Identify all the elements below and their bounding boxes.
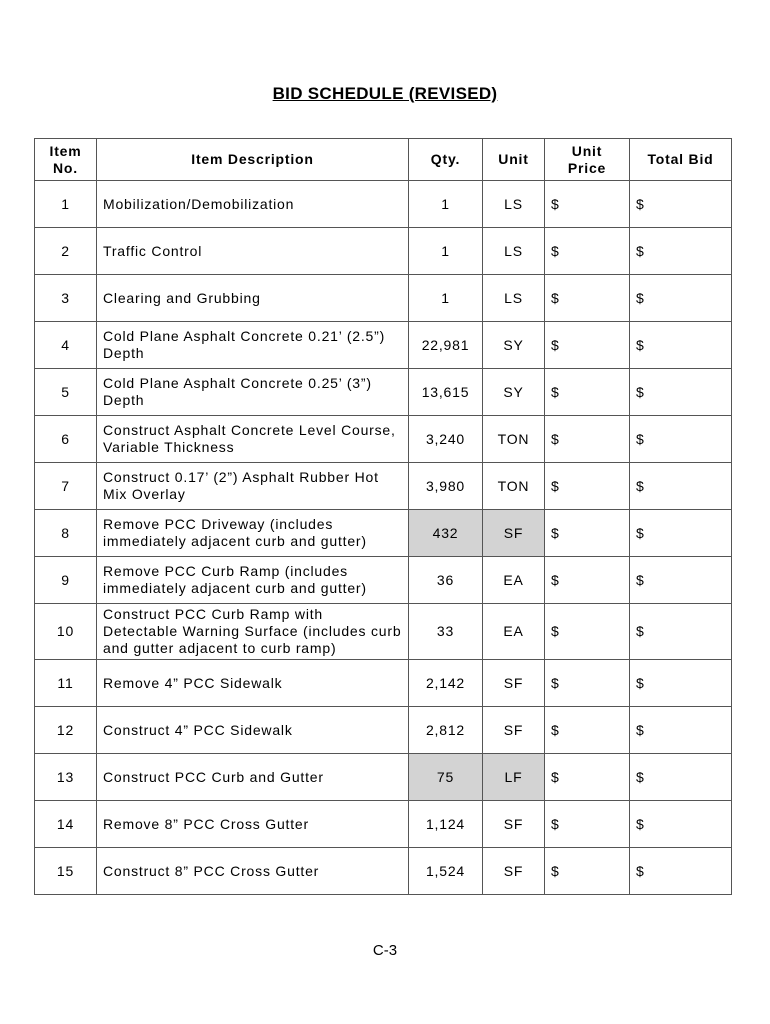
table-row — [35, 416, 732, 463]
unit-cell: EA — [483, 604, 545, 660]
item-no-cell: 14 — [35, 801, 97, 848]
total-bid-cell: $ — [630, 463, 732, 510]
item-no-cell: 4 — [35, 322, 97, 369]
qty-cell: 1 — [409, 181, 483, 228]
qty-cell: 3,980 — [409, 463, 483, 510]
header-qty: Qty. — [409, 139, 483, 181]
item-no-cell: 2 — [35, 228, 97, 275]
item-no-cell: 5 — [35, 369, 97, 416]
qty-cell: 432 — [409, 510, 483, 557]
table-row — [35, 181, 732, 228]
header-total-bid: Total Bid — [630, 139, 732, 181]
qty-cell: 3,240 — [409, 416, 483, 463]
unit-price-cell: $ — [545, 754, 630, 801]
item-no-cell: 7 — [35, 463, 97, 510]
item-no-cell: 1 — [35, 181, 97, 228]
qty-cell: 2,812 — [409, 707, 483, 754]
item-description-cell: Remove 4” PCC Sidewalk — [97, 660, 409, 707]
total-bid-cell: $ — [630, 275, 732, 322]
unit-price-cell: $ — [545, 707, 630, 754]
unit-price-cell: $ — [545, 416, 630, 463]
table-row — [35, 754, 732, 801]
unit-cell: SY — [483, 369, 545, 416]
unit-cell: SY — [483, 322, 545, 369]
item-description-cell: Cold Plane Asphalt Concrete 0.21’ (2.5”) Depth — [97, 322, 409, 369]
table-row — [35, 228, 732, 275]
qty-cell: 13,615 — [409, 369, 483, 416]
item-description-cell: Remove 8” PCC Cross Gutter — [97, 801, 409, 848]
table-row — [35, 322, 732, 369]
unit-price-cell: $ — [545, 275, 630, 322]
item-description-cell: Construct 8” PCC Cross Gutter — [97, 848, 409, 895]
bid-schedule-table — [34, 138, 732, 895]
unit-cell: SF — [483, 510, 545, 557]
unit-price-cell: $ — [545, 369, 630, 416]
table-row — [35, 848, 732, 895]
item-description-cell: Cold Plane Asphalt Concrete 0.25’ (3”) Depth — [97, 369, 409, 416]
table-row — [35, 801, 732, 848]
item-no-cell: 8 — [35, 510, 97, 557]
qty-cell: 1,124 — [409, 801, 483, 848]
item-description-cell: Mobilization/Demobilization — [97, 181, 409, 228]
page-number: C-3 — [372, 942, 398, 959]
total-bid-cell: $ — [630, 848, 732, 895]
table-row — [35, 557, 732, 604]
header-item-description: Item Description — [97, 139, 409, 181]
item-no-cell: 11 — [35, 660, 97, 707]
table-row — [35, 510, 732, 557]
unit-cell: LF — [483, 754, 545, 801]
unit-cell: TON — [483, 463, 545, 510]
item-description-cell: Remove PCC Curb Ramp (includes immediately adjacent curb and gutter) — [97, 557, 409, 604]
unit-price-cell: $ — [545, 557, 630, 604]
unit-cell: SF — [483, 660, 545, 707]
unit-price-cell: $ — [545, 228, 630, 275]
item-description-cell: Construct Asphalt Concrete Level Course, Variable Thickness — [97, 416, 409, 463]
item-no-cell: 10 — [35, 604, 97, 660]
unit-cell: LS — [483, 275, 545, 322]
table-row — [35, 604, 732, 660]
total-bid-cell: $ — [630, 604, 732, 660]
table-header-row — [35, 139, 732, 181]
total-bid-cell: $ — [630, 707, 732, 754]
header-unit: Unit — [483, 139, 545, 181]
item-no-cell: 6 — [35, 416, 97, 463]
item-description-cell: Construct 4” PCC Sidewalk — [97, 707, 409, 754]
header-unit-price: Unit Price — [545, 139, 630, 181]
unit-price-cell: $ — [545, 510, 630, 557]
item-description-cell: Construct PCC Curb Ramp with Detectable Warning Surface (includes curb and gutter adjacent to curb ramp) — [97, 604, 409, 660]
unit-price-cell: $ — [545, 322, 630, 369]
total-bid-cell: $ — [630, 181, 732, 228]
qty-cell: 33 — [409, 604, 483, 660]
unit-cell: SF — [483, 848, 545, 895]
total-bid-cell: $ — [630, 369, 732, 416]
total-bid-cell: $ — [630, 557, 732, 604]
unit-cell: TON — [483, 416, 545, 463]
unit-cell: SF — [483, 801, 545, 848]
item-no-cell: 13 — [35, 754, 97, 801]
item-no-cell: 9 — [35, 557, 97, 604]
qty-cell: 1 — [409, 228, 483, 275]
item-description-cell: Remove PCC Driveway (includes immediately adjacent curb and gutter) — [97, 510, 409, 557]
total-bid-cell: $ — [630, 510, 732, 557]
total-bid-cell: $ — [630, 228, 732, 275]
qty-cell: 2,142 — [409, 660, 483, 707]
total-bid-cell: $ — [630, 801, 732, 848]
unit-cell: EA — [483, 557, 545, 604]
unit-price-cell: $ — [545, 604, 630, 660]
header-item-no: Item No. — [35, 139, 97, 181]
unit-cell: LS — [483, 181, 545, 228]
table-row — [35, 463, 732, 510]
total-bid-cell: $ — [630, 322, 732, 369]
page-title: BID SCHEDULE (REVISED) — [272, 84, 498, 103]
table-row — [35, 660, 732, 707]
unit-price-cell: $ — [545, 848, 630, 895]
qty-cell: 75 — [409, 754, 483, 801]
qty-cell: 36 — [409, 557, 483, 604]
table-row — [35, 369, 732, 416]
table-body — [35, 181, 732, 895]
total-bid-cell: $ — [630, 660, 732, 707]
unit-price-cell: $ — [545, 660, 630, 707]
table-row — [35, 275, 732, 322]
item-description-cell: Clearing and Grubbing — [97, 275, 409, 322]
item-no-cell: 15 — [35, 848, 97, 895]
table-row — [35, 707, 732, 754]
unit-cell: LS — [483, 228, 545, 275]
item-no-cell: 3 — [35, 275, 97, 322]
qty-cell: 1,524 — [409, 848, 483, 895]
item-description-cell: Construct PCC Curb and Gutter — [97, 754, 409, 801]
total-bid-cell: $ — [630, 416, 732, 463]
item-description-cell: Construct 0.17’ (2”) Asphalt Rubber Hot Mix Overlay — [97, 463, 409, 510]
unit-price-cell: $ — [545, 181, 630, 228]
item-no-cell: 12 — [35, 707, 97, 754]
unit-price-cell: $ — [545, 801, 630, 848]
total-bid-cell: $ — [630, 754, 732, 801]
unit-cell: SF — [483, 707, 545, 754]
item-description-cell: Traffic Control — [97, 228, 409, 275]
unit-price-cell: $ — [545, 463, 630, 510]
qty-cell: 22,981 — [409, 322, 483, 369]
qty-cell: 1 — [409, 275, 483, 322]
